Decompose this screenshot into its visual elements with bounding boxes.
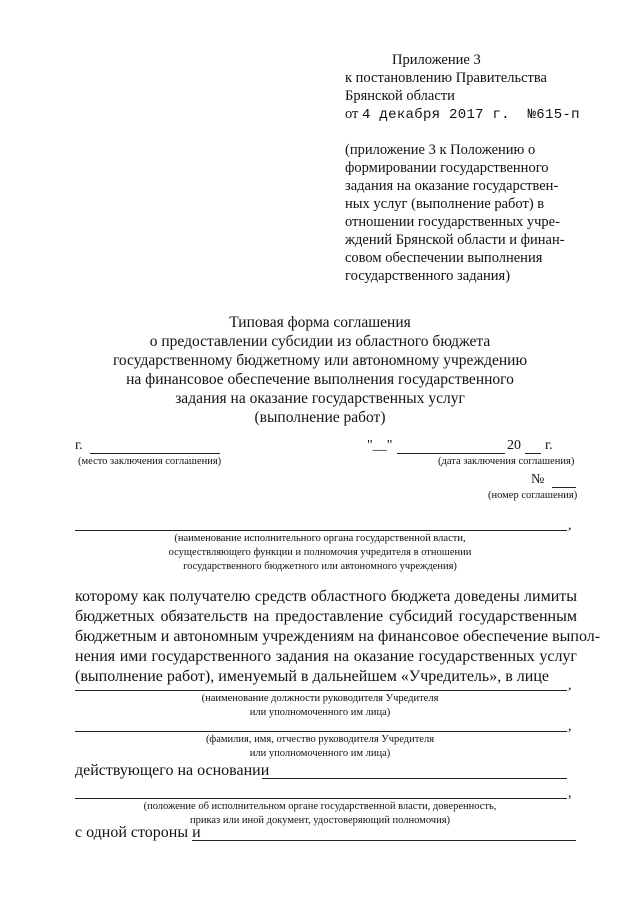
header-note-line: задания на оказание государствен-: [345, 178, 559, 194]
number-caption: (номер соглашения): [488, 490, 578, 501]
form-title-line: (выполнение работ): [254, 409, 386, 426]
date-year-suffix: г.: [545, 438, 553, 453]
org-caption-line: осуществляющего функции и полномочия учредителя в отношении: [168, 547, 472, 558]
header-note-line: совом обеспечении выполнения: [345, 250, 543, 266]
handwritten-number: №615-п: [527, 107, 580, 123]
comma: ,: [568, 678, 572, 693]
form-title-line: о предоставлении субсидии из областного бюджета: [149, 333, 491, 350]
date-caption: (дата заключения соглашения): [438, 456, 575, 467]
body-line: бюджетных обязательств на предоставление субсидий государственным: [75, 608, 577, 625]
position-field[interactable]: [75, 690, 567, 691]
appendix-title: Приложение 3: [392, 52, 481, 68]
header-note-line: (приложение 3 к Положению о: [345, 142, 536, 158]
header-note-line: государственного задания): [345, 268, 511, 284]
date-year-field[interactable]: [525, 453, 541, 454]
other-side-label: с одной стороны и: [75, 824, 201, 841]
position-caption-line: (наименование должности руководителя Учредителя: [201, 693, 439, 704]
header-note-line: отношении государственных учре-: [345, 214, 560, 230]
other-side-field[interactable]: [192, 840, 576, 841]
header-note-line: формировании государственного: [345, 160, 549, 176]
date-prefix: от: [345, 106, 359, 122]
header-note-line: ных услуг (выполнение работ) в: [345, 196, 545, 212]
fio-field[interactable]: [75, 731, 567, 732]
header-line-3: Брянской области: [345, 88, 455, 104]
org-name-field[interactable]: [75, 530, 567, 531]
place-field[interactable]: [90, 453, 220, 454]
body-line: нения ими государственного задания на оказание государственных услуг: [75, 648, 577, 665]
basis-caption-line: (положение об исполнительном органе государственной власти, доверенность,: [143, 801, 497, 812]
handwritten-date: 4 декабря 2017 г.: [362, 107, 510, 123]
comma: ,: [568, 518, 572, 533]
place-prefix: г.: [75, 438, 83, 453]
basis-field[interactable]: [262, 778, 567, 779]
org-caption-line: государственного бюджетного или автономного учреждения): [183, 561, 457, 572]
form-title: Типовая форма соглашения: [229, 314, 411, 331]
fio-caption-line: или уполномоченного им лица): [249, 748, 391, 759]
org-caption-line: (наименование исполнительного органа государственной власти,: [174, 533, 466, 544]
header-line-2: к постановлению Правительства: [345, 70, 547, 86]
basis-label: действующего на основании: [75, 762, 270, 779]
date-day-field[interactable]: "__": [367, 438, 393, 453]
body-line: бюджетным и автономным учреждениям на финансовое обеспечение выпол-: [75, 628, 601, 645]
number-symbol: №: [531, 472, 545, 487]
position-caption-line: или уполномоченного им лица): [249, 707, 391, 718]
basis-caption-line: приказ или иной документ, удостоверяющий полномочия): [189, 815, 451, 826]
basis-field-continued[interactable]: [75, 798, 567, 799]
date-month-field[interactable]: [397, 453, 505, 454]
form-title-line: на финансовое обеспечение выполнения государственного: [126, 371, 514, 388]
comma: ,: [568, 719, 572, 734]
place-caption: (место заключения соглашения): [78, 456, 222, 467]
form-title-line: государственному бюджетному или автономному учреждению: [112, 352, 528, 369]
body-line: которому как получателю средств областного бюджета доведены лимиты: [75, 588, 577, 605]
comma: ,: [568, 786, 572, 801]
date-year-prefix: 20: [507, 438, 521, 453]
form-title-line: задания на оказание государственных услуг: [175, 390, 465, 407]
body-line: (выполнение работ), именуемый в дальнейшем «Учредитель», в лице: [75, 668, 549, 685]
fio-caption-line: (фамилия, имя, отчество руководителя Учредителя: [205, 734, 435, 745]
header-date-line: [345, 106, 580, 123]
header-note-line: ждений Брянской области и финан-: [345, 232, 565, 248]
agreement-number-field[interactable]: [552, 487, 576, 488]
